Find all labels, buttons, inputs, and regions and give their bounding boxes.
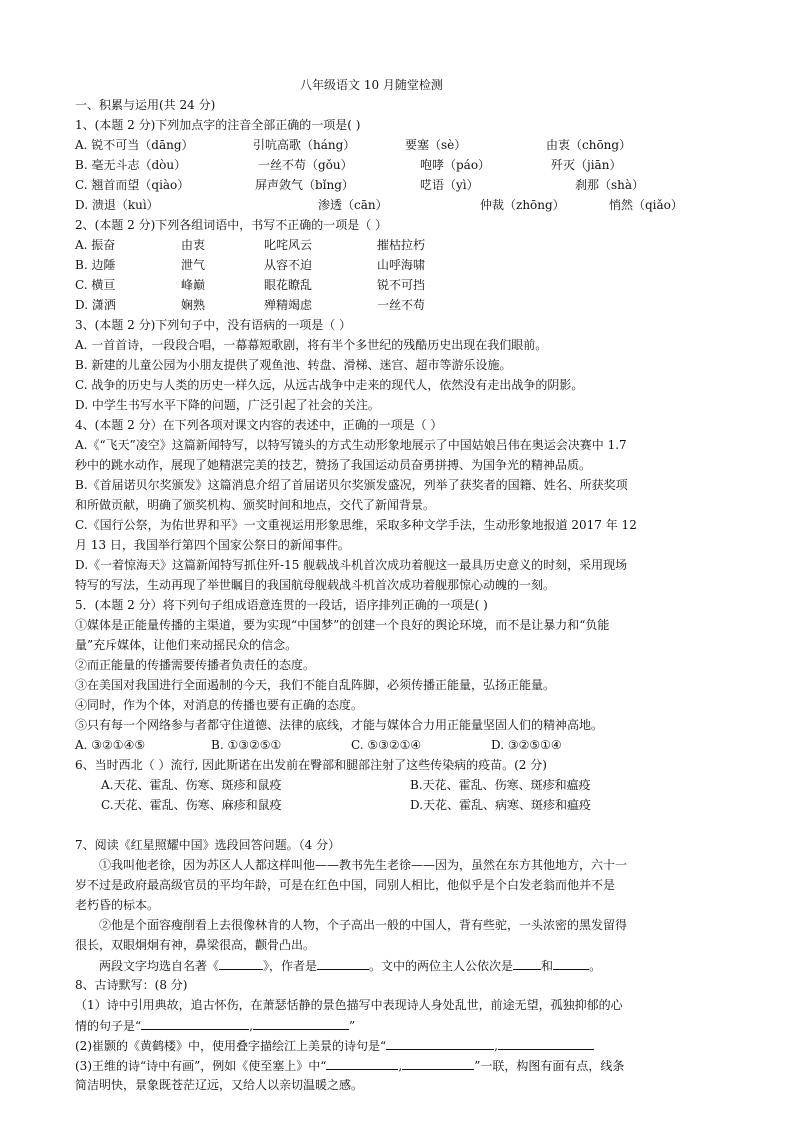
section-heading: 一、积累与运用(共 24 分)	[75, 98, 216, 112]
protagonist-1-blank[interactable]	[513, 955, 541, 970]
q4-text-line: C.《国行公祭，为佑世界和平》一文重视运用形象思维，采取多种文学手法，生动形象地报道 2017 年 12	[75, 518, 637, 532]
q1-option: A. 锐不可当（dāng）	[75, 138, 194, 152]
poem-line-blank[interactable]	[253, 1015, 349, 1030]
poem-line-blank[interactable]	[326, 1055, 398, 1070]
q5-option: B. ①③②⑤①	[211, 738, 282, 752]
q6-option: B.天花、霍乱、伤寒、斑疹和瘟疫	[410, 778, 591, 792]
q7-question-text: 》，作者是	[263, 959, 318, 973]
q8-item-3-cont: 简洁明快，景象既苍茫辽远，又给人以亲切温暖之感。	[75, 1078, 364, 1092]
q2-word: 泄气	[181, 258, 206, 272]
q2-word: C. 横亘	[75, 278, 116, 292]
q2-word: D. 潇洒	[75, 298, 116, 312]
question-5-stem: 5．(本题 2 分）将下列句子组成语意连贯的一段话，语序排列正确的一项是( )	[75, 598, 488, 612]
q7-passage-line: 岁不过是政府最高级官员的平均年龄，可是在红色中国，同别人相比，他似乎是个白发老翁而他并不是	[75, 878, 616, 892]
q1-option: 引吭高歌（háng）	[253, 138, 356, 152]
protagonist-2-blank[interactable]	[553, 955, 589, 970]
blank-separator: ,	[398, 1059, 403, 1073]
q8-item-1-answer	[75, 1015, 355, 1036]
q1-option: 由衷（chōng）	[546, 138, 632, 152]
q8-item-1: （1）诗中引用典故，追古怀伤，在萧瑟恬静的景色描写中表现诗人身处乱世，前途无望，孤独抑郁的心	[75, 998, 623, 1012]
q3-option: D. 中学生书写水平下降的问题，广泛引起了社会的关注。	[75, 398, 380, 412]
question-2-stem: 2、(本题 2 分)下列各组词语中，书写不正确的一项是（ ）	[75, 218, 388, 232]
q2-word: 叱咤风云	[264, 238, 313, 252]
q7-passage-line: 老朽昏的标本。	[75, 898, 160, 912]
blank-separator: ,	[249, 1019, 253, 1033]
q5-option: D. ③②⑤①④	[491, 738, 562, 752]
q2-word: B. 边陲	[75, 258, 116, 272]
q2-word: 由衷	[181, 238, 206, 252]
question-8-stem: 8、古诗默写：(8 分)	[75, 978, 188, 992]
q1-option: 屏声敛气（bǐng）	[255, 178, 354, 192]
q1-option: 一丝不苟（gǒu）	[258, 158, 353, 172]
q2-word: 一丝不苟	[377, 298, 426, 312]
q7-question-text: 。文中的两位主人公依次是	[369, 959, 514, 973]
q2-word: 峰巅	[181, 278, 206, 292]
question-7-stem: 7、阅读《红星照耀中国》选段回答问题。（4 分）	[75, 838, 341, 852]
q7-passage-line: ②他是个面容瘦削看上去很像林肯的人物，个子高出一般的中国人，背有些驼，一头浓密的黑发留得	[99, 918, 628, 932]
q2-word: 锐不可挡	[377, 278, 426, 292]
blank-separator: ,	[494, 1039, 498, 1053]
book-title-blank[interactable]	[219, 955, 263, 970]
poem-line-blank[interactable]	[141, 1015, 249, 1030]
question-1-stem: 1、(本题 2 分)下列加点字的注音全部正确的一项是( )	[75, 118, 361, 132]
q8-item-3-text: (3)王维的诗“诗中有画”，例如《使至塞上》中“	[75, 1059, 327, 1073]
q5-option: C. ⑤③②①④	[351, 738, 422, 752]
q1-option: 咆哮（páo）	[420, 158, 491, 172]
q4-text-line: D.《一着惊海天》这篇新闻特写抓住歼-15 舰载战斗机首次成功着舰这一最具历史意义的时刻，采用现场	[75, 558, 628, 572]
q2-word: 山呼海啸	[377, 258, 426, 272]
q3-option: C. 战争的历史与人类的历史一样久远，从远古战争中走来的现代人，依然没有走出战争的阴影。	[75, 378, 584, 392]
q1-option: 刹那（shà）	[575, 178, 645, 192]
q7-question-text: 和	[541, 959, 554, 973]
q2-word: 殚精竭虑	[264, 298, 313, 312]
q2-word: 娴熟	[181, 298, 206, 312]
q5-text-line: ④同时，作为个体，对消息的传播也要有正确的态度。	[75, 698, 364, 712]
poem-line-blank[interactable]	[498, 1035, 594, 1050]
q6-option: C.天花、霍乱、伤寒、麻疹和鼠疫	[101, 798, 282, 812]
q7-passage-line: 很长，双眼炯炯有神，鼻梁很高，颧骨凸出。	[75, 938, 316, 952]
q5-text-line: ⑤只有每一个网络参与者都守住道德、法律的底线，才能与媒体合力用正能量坚固人们的精神高地。	[75, 718, 604, 732]
q7-question-text: 两段文字均选自名著《	[99, 959, 220, 973]
q1-option: 要塞（sè）	[405, 138, 467, 152]
q1-option: 渗透（cān）	[318, 198, 388, 212]
q2-word: 从容不迫	[264, 258, 313, 272]
q3-option: A. 一首首诗，一段段合唱，一幕幕短歌剧，将有半个多世纪的残酷历史出现在我们眼前。	[75, 338, 548, 352]
q5-text-line: ①媒体是正能量传播的主渠道，要为实现“中国梦”的创建一个良好的舆论环境，而不是让暴力和“负能	[75, 618, 610, 632]
q1-option: 仲裁（zhōng）	[480, 198, 565, 212]
poem-line-blank[interactable]	[386, 1035, 494, 1050]
q4-text-line: 秒中的跳水动作，展现了她精湛完美的技艺，赞扬了我国运动员奋勇拼搏、为国争光的精神品质。	[75, 458, 592, 472]
poem-line-blank[interactable]	[402, 1055, 474, 1070]
q1-option: D. 溃退（kuì）	[75, 198, 159, 212]
q4-text-line: A.《“飞天”凌空》这篇新闻特写，以特写镜头的方式生动形象地展示了中国姑娘吕伟在奥运会决赛中 1.7	[75, 438, 627, 452]
q5-text-line: ③在美国对我国进行全面遏制的今天，我们不能自乱阵脚，必须传播正能量，弘扬正能量。	[75, 678, 556, 692]
q1-option: B. 毫无斗志（dòu）	[75, 158, 187, 172]
q7-passage-line: ①我叫他老徐，因为苏区人人都这样叫他——教书先生老徐——因为，虽然在东方其他地方，六十一	[99, 858, 628, 872]
q8-item-2	[75, 1035, 594, 1056]
q4-text-line: B.《首届诺贝尔奖颁发》这篇消息介绍了首届诺贝尔奖颁发盛况，列举了获奖者的国籍、姓名、所获奖项	[75, 478, 628, 492]
q5-option: A. ③②①④⑤	[75, 738, 146, 752]
q1-option: 悄然（qiǎo）	[609, 198, 683, 212]
q2-word: 摧枯拉朽	[377, 238, 426, 252]
q6-option: D.天花、霍乱、病寒、斑疹和瘟疫	[410, 798, 592, 812]
question-4-stem: 4、(本题 2 分）在下列各项对课文内容的表述中，正确的一项是（ ）	[75, 418, 443, 432]
q4-text-line: 月 13 日，我国举行第四个国家公祭日的新闻事件。	[75, 538, 350, 552]
q4-text-line: 特写的写法，生动再现了举世瞩目的我国航母舰载战斗机首次成功着舰那惊心动魄的一刻。	[75, 578, 556, 592]
q8-item-3	[75, 1055, 624, 1076]
q7-question-text: 。	[589, 959, 602, 973]
q5-text-line: ②而正能量的传播需要传播者负责任的态度。	[75, 658, 316, 672]
q8-item-1-text: 情的句子是“	[75, 1019, 142, 1033]
author-blank[interactable]	[317, 955, 369, 970]
question-3-stem: 3、(本题 2 分)下列句子中，没有语病的一项是（ ）	[75, 318, 352, 332]
q8-item-2-text: (2)崔颢的《黄鹤楼》中，使用叠字描绘江上美景的诗句是“	[75, 1039, 387, 1053]
question-6-stem: 6、当时西北（ ）流行, 因此斯诺在出发前在臀部和腿部注射了这些传染病的疫苗。(2 分)	[75, 758, 547, 772]
page-title: 八年级语文 10 月随堂检测	[300, 78, 443, 92]
q8-item-1-text: ”	[348, 1019, 356, 1033]
q8-item-3-text: ”一联，构图有面有点，线条	[474, 1059, 625, 1073]
q2-word: A. 振奋	[75, 238, 116, 252]
q5-text-line: 量”充斥媒体，让他们来动摇民众的信念。	[75, 638, 298, 652]
q1-option: 歼灭（jiān）	[551, 158, 622, 172]
q6-option: A.天花、霍乱、伤寒、斑疹和鼠疫	[101, 778, 282, 792]
q3-option: B. 新建的儿童公园为小朋友提供了观鱼池、转盘、滑梯、迷宫、超市等游乐设施。	[75, 358, 512, 372]
q1-option: C. 翘首而望（qiào）	[75, 178, 190, 192]
q4-text-line: 和所做贡献，明确了颁奖机构、颁奖时间和地点，交代了新闻背景。	[75, 498, 436, 512]
q1-option: 呓语（yì）	[420, 178, 479, 192]
q2-word: 眼花瞭乱	[264, 278, 313, 292]
q7-question	[99, 955, 601, 976]
